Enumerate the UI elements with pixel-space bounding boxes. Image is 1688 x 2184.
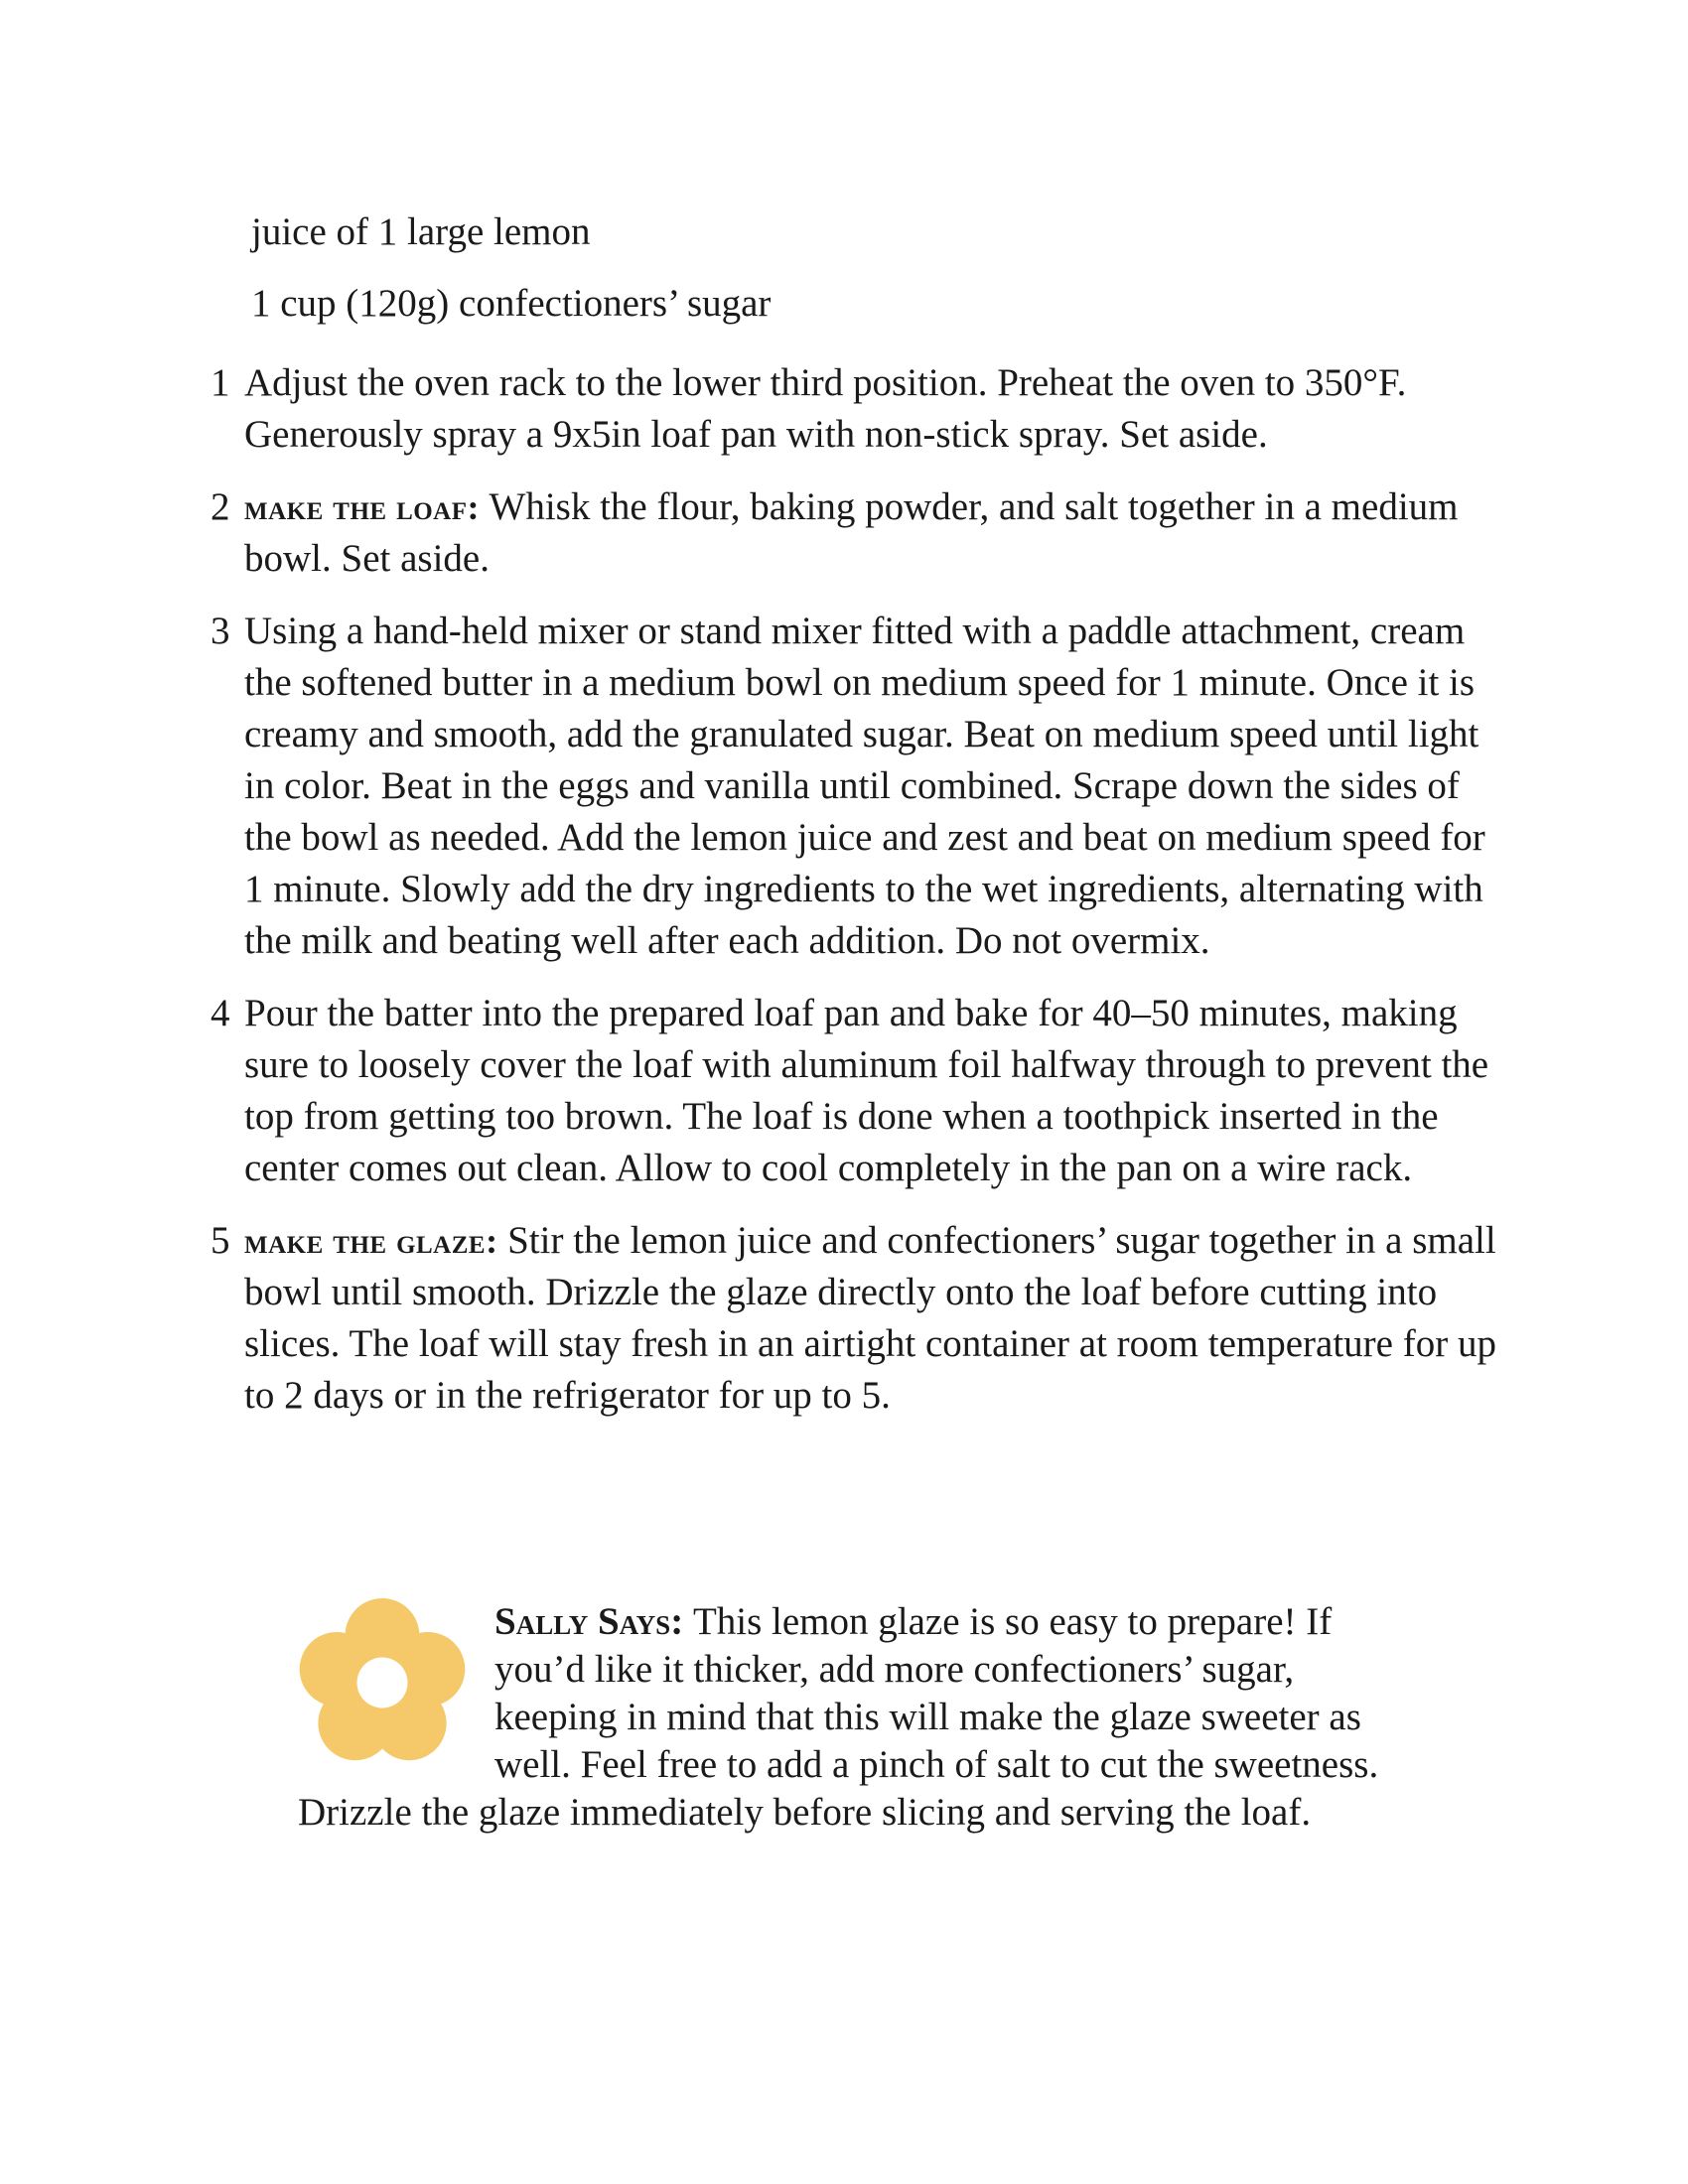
step-text: Whisk the flour, baking powder, and salt together in a medium bowl. Set aside. xyxy=(244,485,1459,580)
step-lead: make the loaf: xyxy=(244,487,490,527)
instruction-list xyxy=(211,357,1501,1442)
sally-says-tip xyxy=(298,1598,1410,1837)
instruction-step xyxy=(211,357,1501,461)
ingredient-item: 1 cup (120g) confectioners’ sugar xyxy=(251,282,772,325)
ingredient-item: juice of 1 large lemon xyxy=(251,210,591,253)
step-number: 4 xyxy=(211,992,230,1034)
instruction-step xyxy=(211,988,1501,1194)
flower-icon xyxy=(298,1598,467,1767)
instruction-step xyxy=(211,1215,1501,1422)
step-lead: make the glaze: xyxy=(244,1221,508,1261)
step-text: Pour the batter into the prepared loaf pan and bake for 40–50 minutes, making sure to loosely cover the loaf with aluminum foil halfway through to prevent the top from getting too brown. The loaf is done when a toothpick inserted in the center comes out clean. Allow to cool completely in the pan on a wire rack. xyxy=(244,992,1489,1189)
ingredient-list xyxy=(251,197,771,340)
instruction-step xyxy=(211,606,1501,967)
tip-text: This lemon glaze is so easy to prepare! If you’d like it thicker, add more confectioners’ sugar, keeping in mind that this will make the glaze sweeter as well. Feel free to add a pinch of salt to cut the sweetness. Drizzle the glaze immediately before slicing and serving the loaf. xyxy=(298,1600,1379,1834)
step-number: 3 xyxy=(211,610,230,652)
step-number: 1 xyxy=(211,361,230,404)
instruction-step xyxy=(211,481,1501,585)
tip-heading: Sally Says: xyxy=(494,1600,693,1643)
step-number: 2 xyxy=(211,485,230,528)
step-text: Stir the lemon juice and confectioners’ sugar together in a small bowl until smooth. Drizzle the glaze directly onto the loaf before cutting into slices. The loaf will stay fresh in an airtight container at room temperature for up to 2 days or in the refrigerator for up to 5. xyxy=(244,1219,1496,1417)
step-text: Adjust the oven rack to the lower third position. Preheat the oven to 350°F. Generously spray a 9x5in loaf pan with non-stick spray. Set aside. xyxy=(244,361,1407,456)
step-text: Using a hand-held mixer or stand mixer fitted with a paddle attachment, cream the softened butter in a medium bowl on medium speed for 1 minute. Once it is creamy and smooth, add the granulated sugar. Beat on medium speed until light in color. Beat in the eggs and vanilla until combined. Scrape down the sides of the bowl as needed. Add the lemon juice and zest and beat on medium speed for 1 minute. Slowly add the dry ingredients to the wet ingredients, alternating with the milk and beating well after each addition. Do not overmix. xyxy=(244,610,1485,962)
step-number: 5 xyxy=(211,1219,230,1262)
